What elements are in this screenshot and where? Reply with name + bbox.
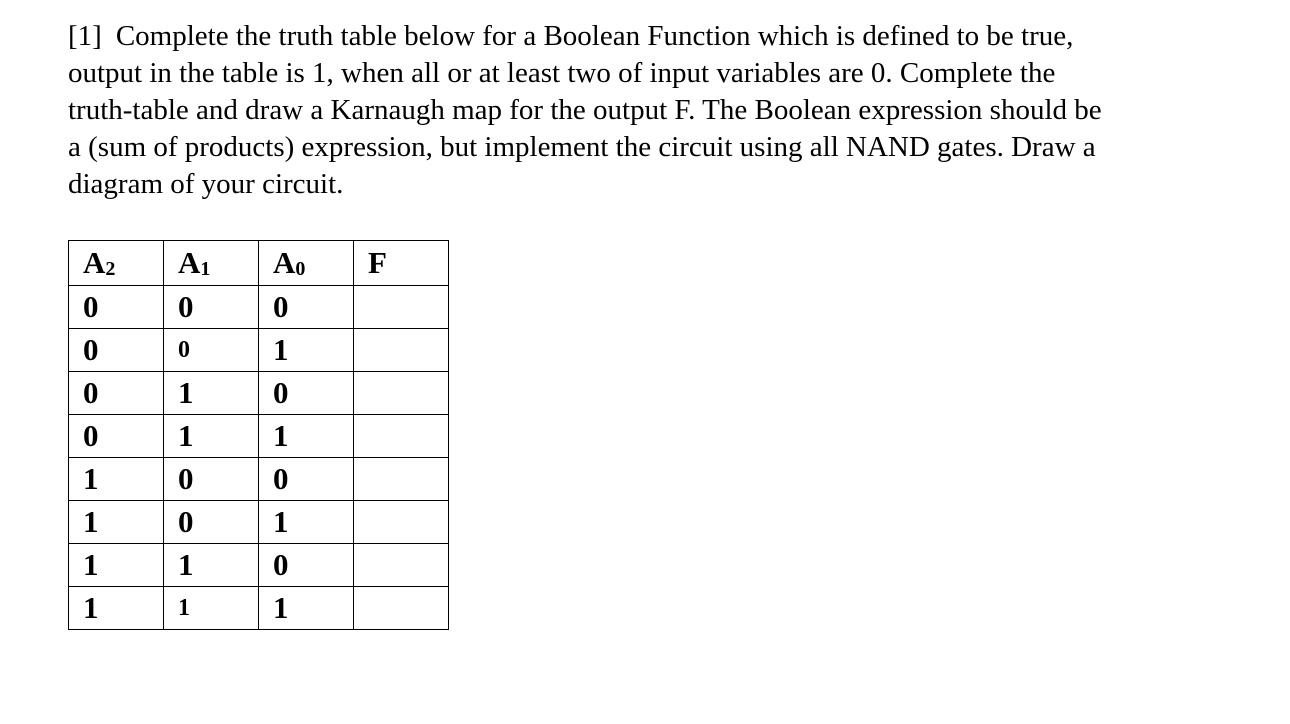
- cell-a2: 1: [69, 587, 164, 630]
- cell-f[interactable]: [354, 587, 449, 630]
- cell-a1: 0: [164, 286, 259, 329]
- question-line-1-text: Complete the truth table below for a Boolean Function which is defined to be true,: [115, 20, 1074, 52]
- header-a2: A2: [69, 241, 164, 286]
- question-line-4: a (sum of products) expression, but implement the circuit using all NAND gates. Draw a: [68, 131, 1096, 163]
- cell-a2: 1: [69, 501, 164, 544]
- table-row: [69, 501, 449, 544]
- table-row: [69, 286, 449, 329]
- truth-table: [68, 240, 449, 630]
- question-line-1: [68, 18, 1228, 55]
- cell-a2: 0: [69, 286, 164, 329]
- table-row: [69, 415, 449, 458]
- question-line-2: output in the table is 1, when all or at least two of input variables are 0. Complete the: [68, 57, 1056, 89]
- cell-f[interactable]: [354, 286, 449, 329]
- cell-a0: 1: [259, 329, 354, 372]
- header-a0: A0: [259, 241, 354, 286]
- cell-a1: 0: [164, 329, 259, 372]
- table-row: [69, 544, 449, 587]
- cell-a2: 0: [69, 372, 164, 415]
- cell-a2: 1: [69, 458, 164, 501]
- cell-f[interactable]: [354, 329, 449, 372]
- cell-a0: 0: [259, 458, 354, 501]
- cell-f[interactable]: [354, 458, 449, 501]
- cell-a0: 0: [259, 286, 354, 329]
- cell-a1: 1: [164, 372, 259, 415]
- question-text: [68, 18, 1228, 203]
- cell-a0: 1: [259, 501, 354, 544]
- cell-f[interactable]: [354, 372, 449, 415]
- question-line-3: truth-table and draw a Karnaugh map for the output F. The Boolean expression should be: [68, 94, 1102, 126]
- cell-a0: 0: [259, 372, 354, 415]
- cell-f[interactable]: [354, 544, 449, 587]
- cell-a0: 1: [259, 415, 354, 458]
- truth-table-header-row: [69, 241, 449, 286]
- table-row: [69, 329, 449, 372]
- question-line-5: diagram of your circuit.: [68, 168, 344, 200]
- table-row: [69, 587, 449, 630]
- cell-a2: 0: [69, 329, 164, 372]
- cell-a1: 1: [164, 587, 259, 630]
- table-row: [69, 458, 449, 501]
- cell-f[interactable]: [354, 501, 449, 544]
- cell-f[interactable]: [354, 415, 449, 458]
- question-number: [1]: [68, 20, 102, 52]
- cell-a0: 1: [259, 587, 354, 630]
- cell-a2: 0: [69, 415, 164, 458]
- cell-a1: 0: [164, 458, 259, 501]
- cell-a1: 0: [164, 501, 259, 544]
- header-a1: A1: [164, 241, 259, 286]
- header-f: F: [354, 241, 449, 286]
- table-row: [69, 372, 449, 415]
- cell-a1: 1: [164, 544, 259, 587]
- cell-a1: 1: [164, 415, 259, 458]
- cell-a2: 1: [69, 544, 164, 587]
- cell-a0: 0: [259, 544, 354, 587]
